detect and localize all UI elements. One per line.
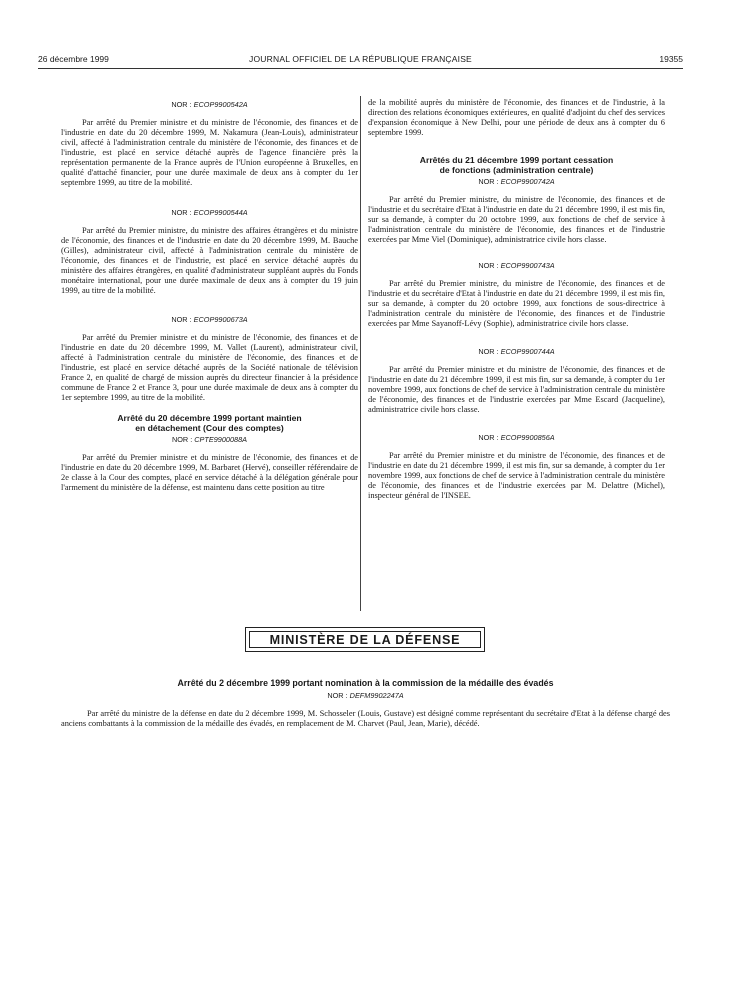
decree-paragraph: Par arrêté du Premier ministre et du ministre de l'économie, des finances et de l'industrie en date du 20 décembre 1999, M. Barbaret (Hervé), conseiller référendaire de 2e classe à la Cour des comptes, placé en service détaché à la délégation générale pour l'armement du ministère de la défense, est maintenu dans cette position au titre bbox=[61, 453, 358, 492]
ministry-heading: MINISTÈRE DE LA DÉFENSE bbox=[249, 631, 481, 648]
section-title bbox=[61, 413, 358, 433]
decree-paragraph: Par arrêté du Premier ministre et du ministre de l'économie, des finances et de l'industrie en date du 21 décembre 1999, il est mis fin, sur sa demande, à compter du 1er novembre 1999, aux fonctions de chef de service à l'administration centrale du ministère de l'économie, des finances et de l'industrie exercées par Mme Escard (Jacqueline), administratrice civile hors classe. bbox=[368, 365, 665, 414]
nor-reference bbox=[368, 176, 665, 187]
nor-label: NOR : bbox=[171, 100, 192, 109]
nor-reference bbox=[368, 346, 665, 357]
section-title-line: en détachement (Cour des comptes) bbox=[135, 423, 284, 433]
nor-reference bbox=[368, 432, 665, 443]
column-divider bbox=[360, 96, 361, 611]
running-header bbox=[38, 54, 683, 68]
defense-section bbox=[61, 678, 670, 729]
nor-reference bbox=[61, 434, 358, 445]
continued-paragraph: de la mobilité auprès du ministère de l'économie, des finances et de l'industrie, à la direction des relations économiques extérieures, en qualité d'adjoint du chef des services d'expansion économique à New Delhi, pour une période de deux ans à compter du 6 septembre 1999. bbox=[368, 98, 665, 137]
nor-label: NOR : bbox=[478, 261, 499, 270]
nor-code: ECOP9900856A bbox=[500, 433, 555, 442]
nor-reference bbox=[61, 207, 358, 218]
decree-paragraph: Par arrêté du Premier ministre et du ministre de l'économie, des finances et de l'industrie en date du 20 décembre 1999, M. Nakamura (Jean-Louis), administrateur civil, affecté à l'administration centrale du ministère de l'économie, des finances et de l'industrie, est placé en service détaché auprès de l'agence financière près la représentation permanente de la France auprès de l'Union européenne à Bruxelles, en qualité d'attaché financier, pour une durée maximale de deux ans à compter du 1er septembre 1999, au titre de la mobilité. bbox=[61, 118, 358, 187]
header-rule bbox=[38, 68, 683, 69]
header-page-number: 19355 bbox=[659, 54, 683, 64]
nor-label: NOR : bbox=[327, 691, 348, 700]
section-title: Arrêté du 2 décembre 1999 portant nomination à la commission de la médaille des évadés bbox=[177, 678, 554, 688]
decree-paragraph: Par arrêté du Premier ministre, du ministre de l'économie, des finances et de l'industrie et du secrétaire d'Etat à l'industrie en date du 21 décembre 1999, il est mis fin, sur sa demande, à compter du 20 octobre 1999, aux fonctions de sous-directrice à l'administration centrale du ministère de l'économie, des finances et de l'industrie exercées par Mme Sayanoff-Lévy (Sophie), administratrice civile hors classe. bbox=[368, 279, 665, 328]
nor-code: ECOP9900544A bbox=[193, 208, 248, 217]
nor-reference bbox=[61, 99, 358, 110]
nor-reference bbox=[61, 690, 670, 701]
header-date: 26 décembre 1999 bbox=[38, 54, 109, 64]
nor-code: ECOP9900744A bbox=[500, 347, 555, 356]
nor-code: ECOP9900542A bbox=[193, 100, 248, 109]
decree-paragraph: Par arrêté du Premier ministre et du ministre de l'économie, des finances et de l'industrie en date du 20 décembre 1999, M. Vallet (Laurent), administrateur civil, affecté à l'administration centrale du ministère de l'économie, des finances et de l'industrie, est placé en service détaché auprès de la Société nationale de télévision France 2, en qualité de chargé de mission auprès du directeur financier à la présidence commune de France 2 et France 3, pour une durée maximale de deux ans à compter du 1er septembre 1999, au titre de la mobilité. bbox=[61, 333, 358, 402]
left-column bbox=[61, 92, 358, 493]
ministry-heading-box bbox=[245, 627, 485, 652]
section-title-line: Arrêtés du 21 décembre 1999 portant cessation bbox=[419, 155, 614, 165]
section-title bbox=[368, 155, 665, 175]
decree-paragraph: Par arrêté du Premier ministre et du ministre de l'économie, des finances et de l'industrie en date du 21 décembre 1999, il est mis fin, sur sa demande, à compter du 1er novembre 1999, aux fonctions de chef de service à l'administration centrale du ministère de l'économie, des finances et de l'industrie exercées par M. Delattre (Michel), inspecteur général de l'INSEE. bbox=[368, 451, 665, 500]
nor-code: DEFM9902247A bbox=[349, 691, 404, 700]
nor-label: NOR : bbox=[478, 347, 499, 356]
nor-label: NOR : bbox=[171, 208, 192, 217]
nor-reference bbox=[368, 260, 665, 271]
decree-paragraph: Par arrêté du ministre de la défense en date du 2 décembre 1999, M. Schosseler (Louis, Gustave) est désigné comme représentant du secrétaire d'Etat à la défense chargé des anciens combattants à la commission de la médaille des évadés, en remplacement de M. Charvet (Paul, Jean, Marie), décédé. bbox=[61, 709, 670, 728]
nor-reference bbox=[61, 314, 358, 325]
decree-paragraph: Par arrêté du Premier ministre, du ministre de l'économie, des finances et de l'industrie et du secrétaire d'Etat à l'industrie en date du 21 décembre 1999, il est mis fin, sur sa demande, à compter du 20 octobre 1999, aux fonctions de chef de service à l'administration centrale du ministère de l'économie, des finances et de l'industrie exercées par Mme Viel (Dominique), administratrice civile hors classe. bbox=[368, 195, 665, 244]
nor-code: ECOP9900673A bbox=[193, 315, 248, 324]
nor-label: NOR : bbox=[478, 177, 499, 186]
nor-label: NOR : bbox=[171, 315, 192, 324]
nor-label: NOR : bbox=[478, 433, 499, 442]
decree-paragraph: Par arrêté du Premier ministre, du ministre des affaires étrangères et du ministre de l'économie, des finances et de l'industrie en date du 20 décembre 1999, M. Bauche (Gilles), administrateur civil, affecté à l'administration centrale du ministère de l'économie, des finances et de l'industrie, est placé en service détaché auprès du ministère des affaires étrangères, en qualité d'administrateur suppléant auprès du Fonds monétaire international, pour une durée maximale de deux ans à compter du 19 juin 1999, au titre de la mobilité. bbox=[61, 226, 358, 295]
nor-label: NOR : bbox=[171, 435, 193, 444]
header-journal-title: JOURNAL OFFICIEL DE LA RÉPUBLIQUE FRANÇAISE bbox=[249, 54, 472, 64]
nor-code: CPTE9900088A bbox=[194, 435, 248, 444]
right-column bbox=[368, 98, 665, 501]
nor-code: ECOP9900743A bbox=[500, 261, 555, 270]
nor-code: ECOP9900742A bbox=[500, 177, 555, 186]
section-title-line: Arrêté du 20 décembre 1999 portant maintien bbox=[117, 413, 302, 423]
section-title-line: de fonctions (administration centrale) bbox=[439, 165, 594, 175]
